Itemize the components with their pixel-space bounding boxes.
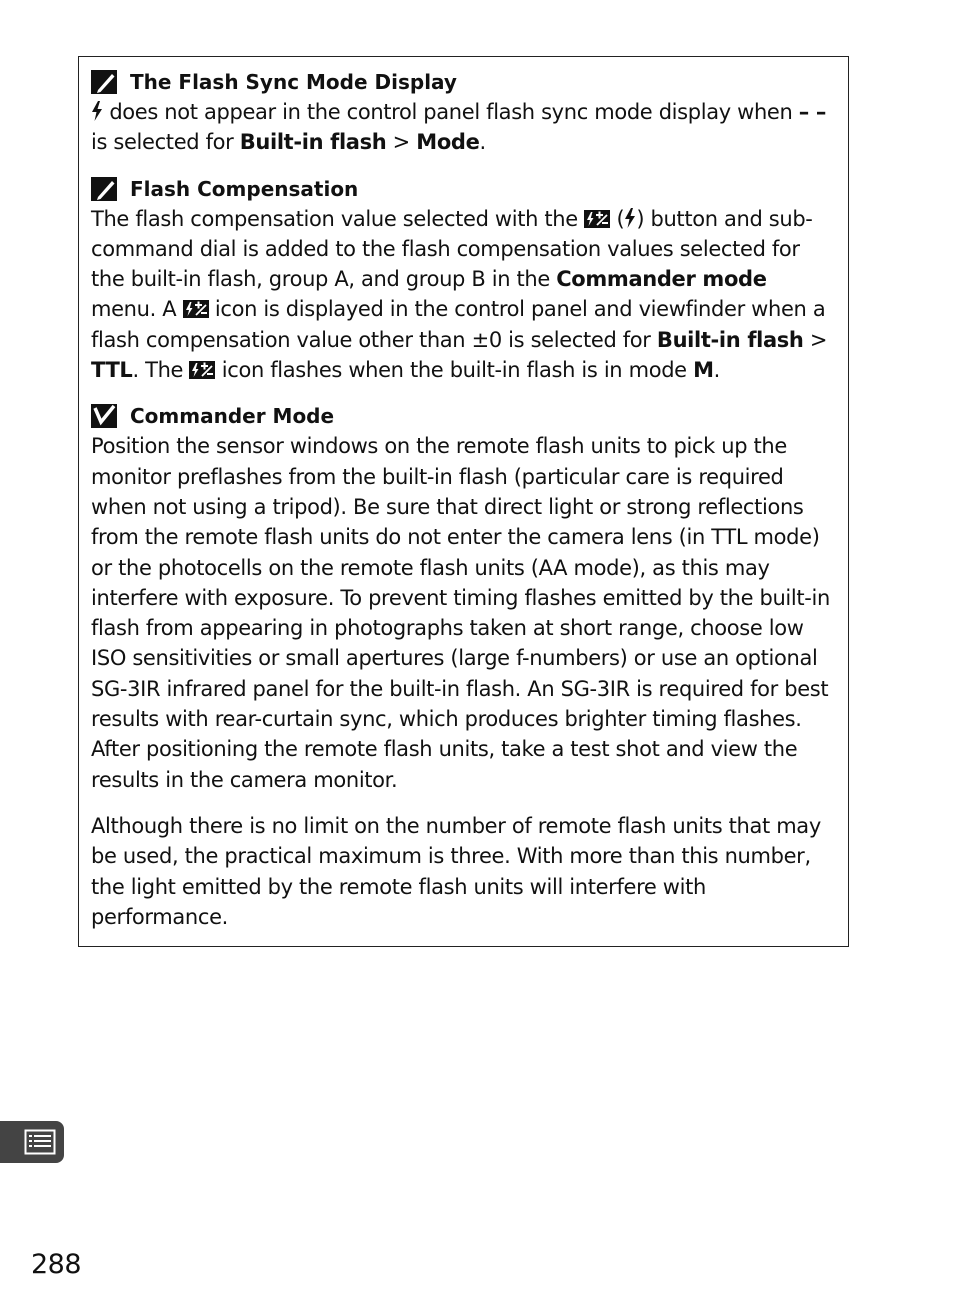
- section-body: does not appear in the control panel flash sync mode display when – – is selected for Built-in flash > Mode.: [91, 100, 827, 155]
- menu-list-icon: [24, 1129, 56, 1155]
- note-flash-sync-mode-display: [91, 67, 836, 158]
- section-body: Position the sensor windows on the remote flash units to pick up the monitor preflashes from the built-in flash (particular care is required when not using a tripod). Be sure that direct light or strong reflections from the remote flash units do not enter the camera lens (in TTL mode) or the photocells on the remote flash units (AA mode), as this may interfere with exposure. To prevent timing flashes emitted by the built-in flash from appearing in photographs taken at short range, choose low ISO sensitivities or small apertures (large f-numbers) or use an optional SG-3IR infrared panel for the built-in flash. An SG-3IR is required for best results with rear-curtain sync, which produces brighter timing flashes. After positioning the remote flash units, take a test shot and view the results in the camera monitor.: [91, 434, 830, 792]
- flash-icon: [91, 101, 103, 121]
- section-heading: [91, 174, 836, 204]
- section-title: Flash Compensation: [130, 176, 359, 201]
- section-heading: [91, 401, 836, 431]
- page-number: 288: [31, 1249, 82, 1280]
- section-title: The Flash Sync Mode Display: [130, 70, 457, 94]
- checkmark-caution-icon: [90, 403, 120, 429]
- menu-guide-tab: [0, 1121, 64, 1163]
- flash-compensation-icon: [183, 300, 209, 318]
- note-box: [78, 56, 849, 947]
- section-body: Although there is no limit on the number of remote flash units that may be used, the practical maximum is three. With more than this number, the light emitted by the remote flash units will interfere with performance.: [91, 813, 821, 929]
- caution-commander-mode: [91, 401, 836, 932]
- pencil-note-icon: [90, 69, 120, 95]
- pencil-note-icon: [90, 176, 120, 202]
- section-heading: [91, 67, 836, 97]
- flash-compensation-icon: [189, 361, 215, 379]
- flash-icon: [624, 208, 636, 228]
- section-body: The flash compensation value selected with the ( ) button and sub-command dial is added to the flash compensation values selected for the built-in flash, group A, and group B in the Commander mode menu. A icon is displayed in the control panel and viewfinder when a flash compensation value other than ±0 is selected for Built-in flash > TTL. The icon flashes when the built-in flash is in mode M.: [91, 206, 828, 383]
- section-title: Commander Mode: [130, 404, 335, 429]
- flash-compensation-icon: [584, 210, 610, 228]
- note-flash-compensation: [91, 174, 836, 386]
